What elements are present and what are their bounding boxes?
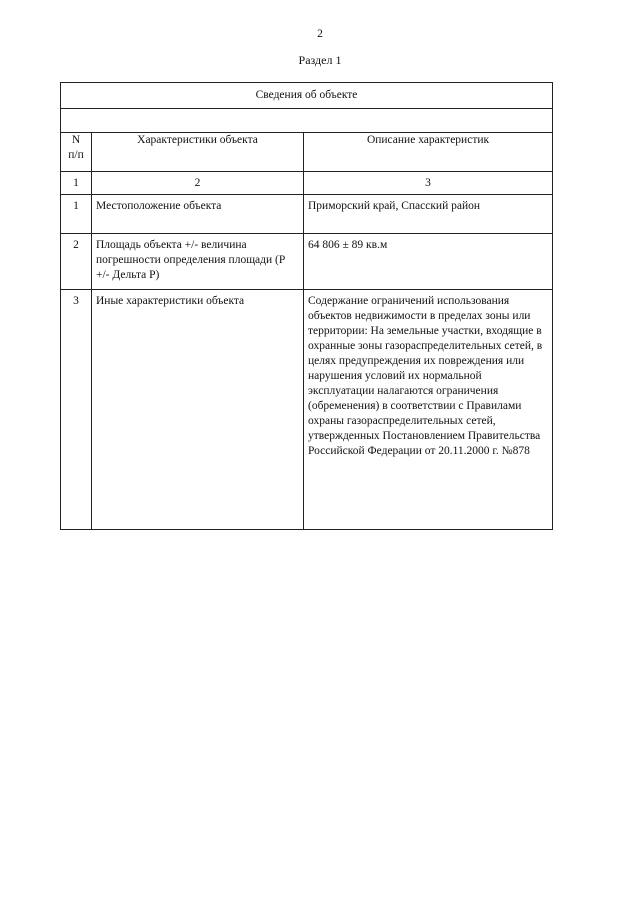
empty-cell <box>61 109 553 133</box>
row-characteristic: Местоположение объекта <box>92 195 304 234</box>
table-header-row <box>61 133 553 172</box>
table-caption: Сведения об объекте <box>61 83 553 109</box>
row-number: 3 <box>61 290 92 530</box>
header-description: Описание характеристик <box>304 133 553 172</box>
header-characteristic: Характеристики объекта <box>92 133 304 172</box>
row-number: 1 <box>61 195 92 234</box>
table-row <box>61 290 553 530</box>
column-number: 3 <box>304 172 553 195</box>
row-characteristic: Иные характеристики объекта <box>92 290 304 530</box>
row-characteristic: Площадь объекта +/- величина погрешности определения площади (Р +/- Дельта Р) <box>92 234 304 290</box>
table-row <box>61 195 553 234</box>
object-info-table <box>60 82 553 530</box>
column-number: 1 <box>61 172 92 195</box>
row-description: 64 806 ± 89 кв.м <box>304 234 553 290</box>
row-number: 2 <box>61 234 92 290</box>
header-num: N п/п <box>61 133 92 172</box>
table-empty-row <box>61 109 553 133</box>
column-number: 2 <box>92 172 304 195</box>
table-row <box>61 234 553 290</box>
table-caption-row <box>61 83 553 109</box>
column-numbers-row <box>61 172 553 195</box>
row-description: Содержание ограничений использования объектов недвижимости в пределах зоны или территории: На земельные участки, входящие в охранные зоны газораспределительных сетей, в целях предупреждения их повреждения или нарушения условий их нормальной эксплуатации налагаются ограничения (обременения) в соответствии с Правилами охраны газораспределительных сетей, утвержденных Постановлением Правительства Российской Федерации от 20.11.2000 г. №878 <box>304 290 553 530</box>
row-description: Приморский край, Спасский район <box>304 195 553 234</box>
page-number: 2 <box>317 28 323 40</box>
section-title: Раздел 1 <box>298 53 342 67</box>
